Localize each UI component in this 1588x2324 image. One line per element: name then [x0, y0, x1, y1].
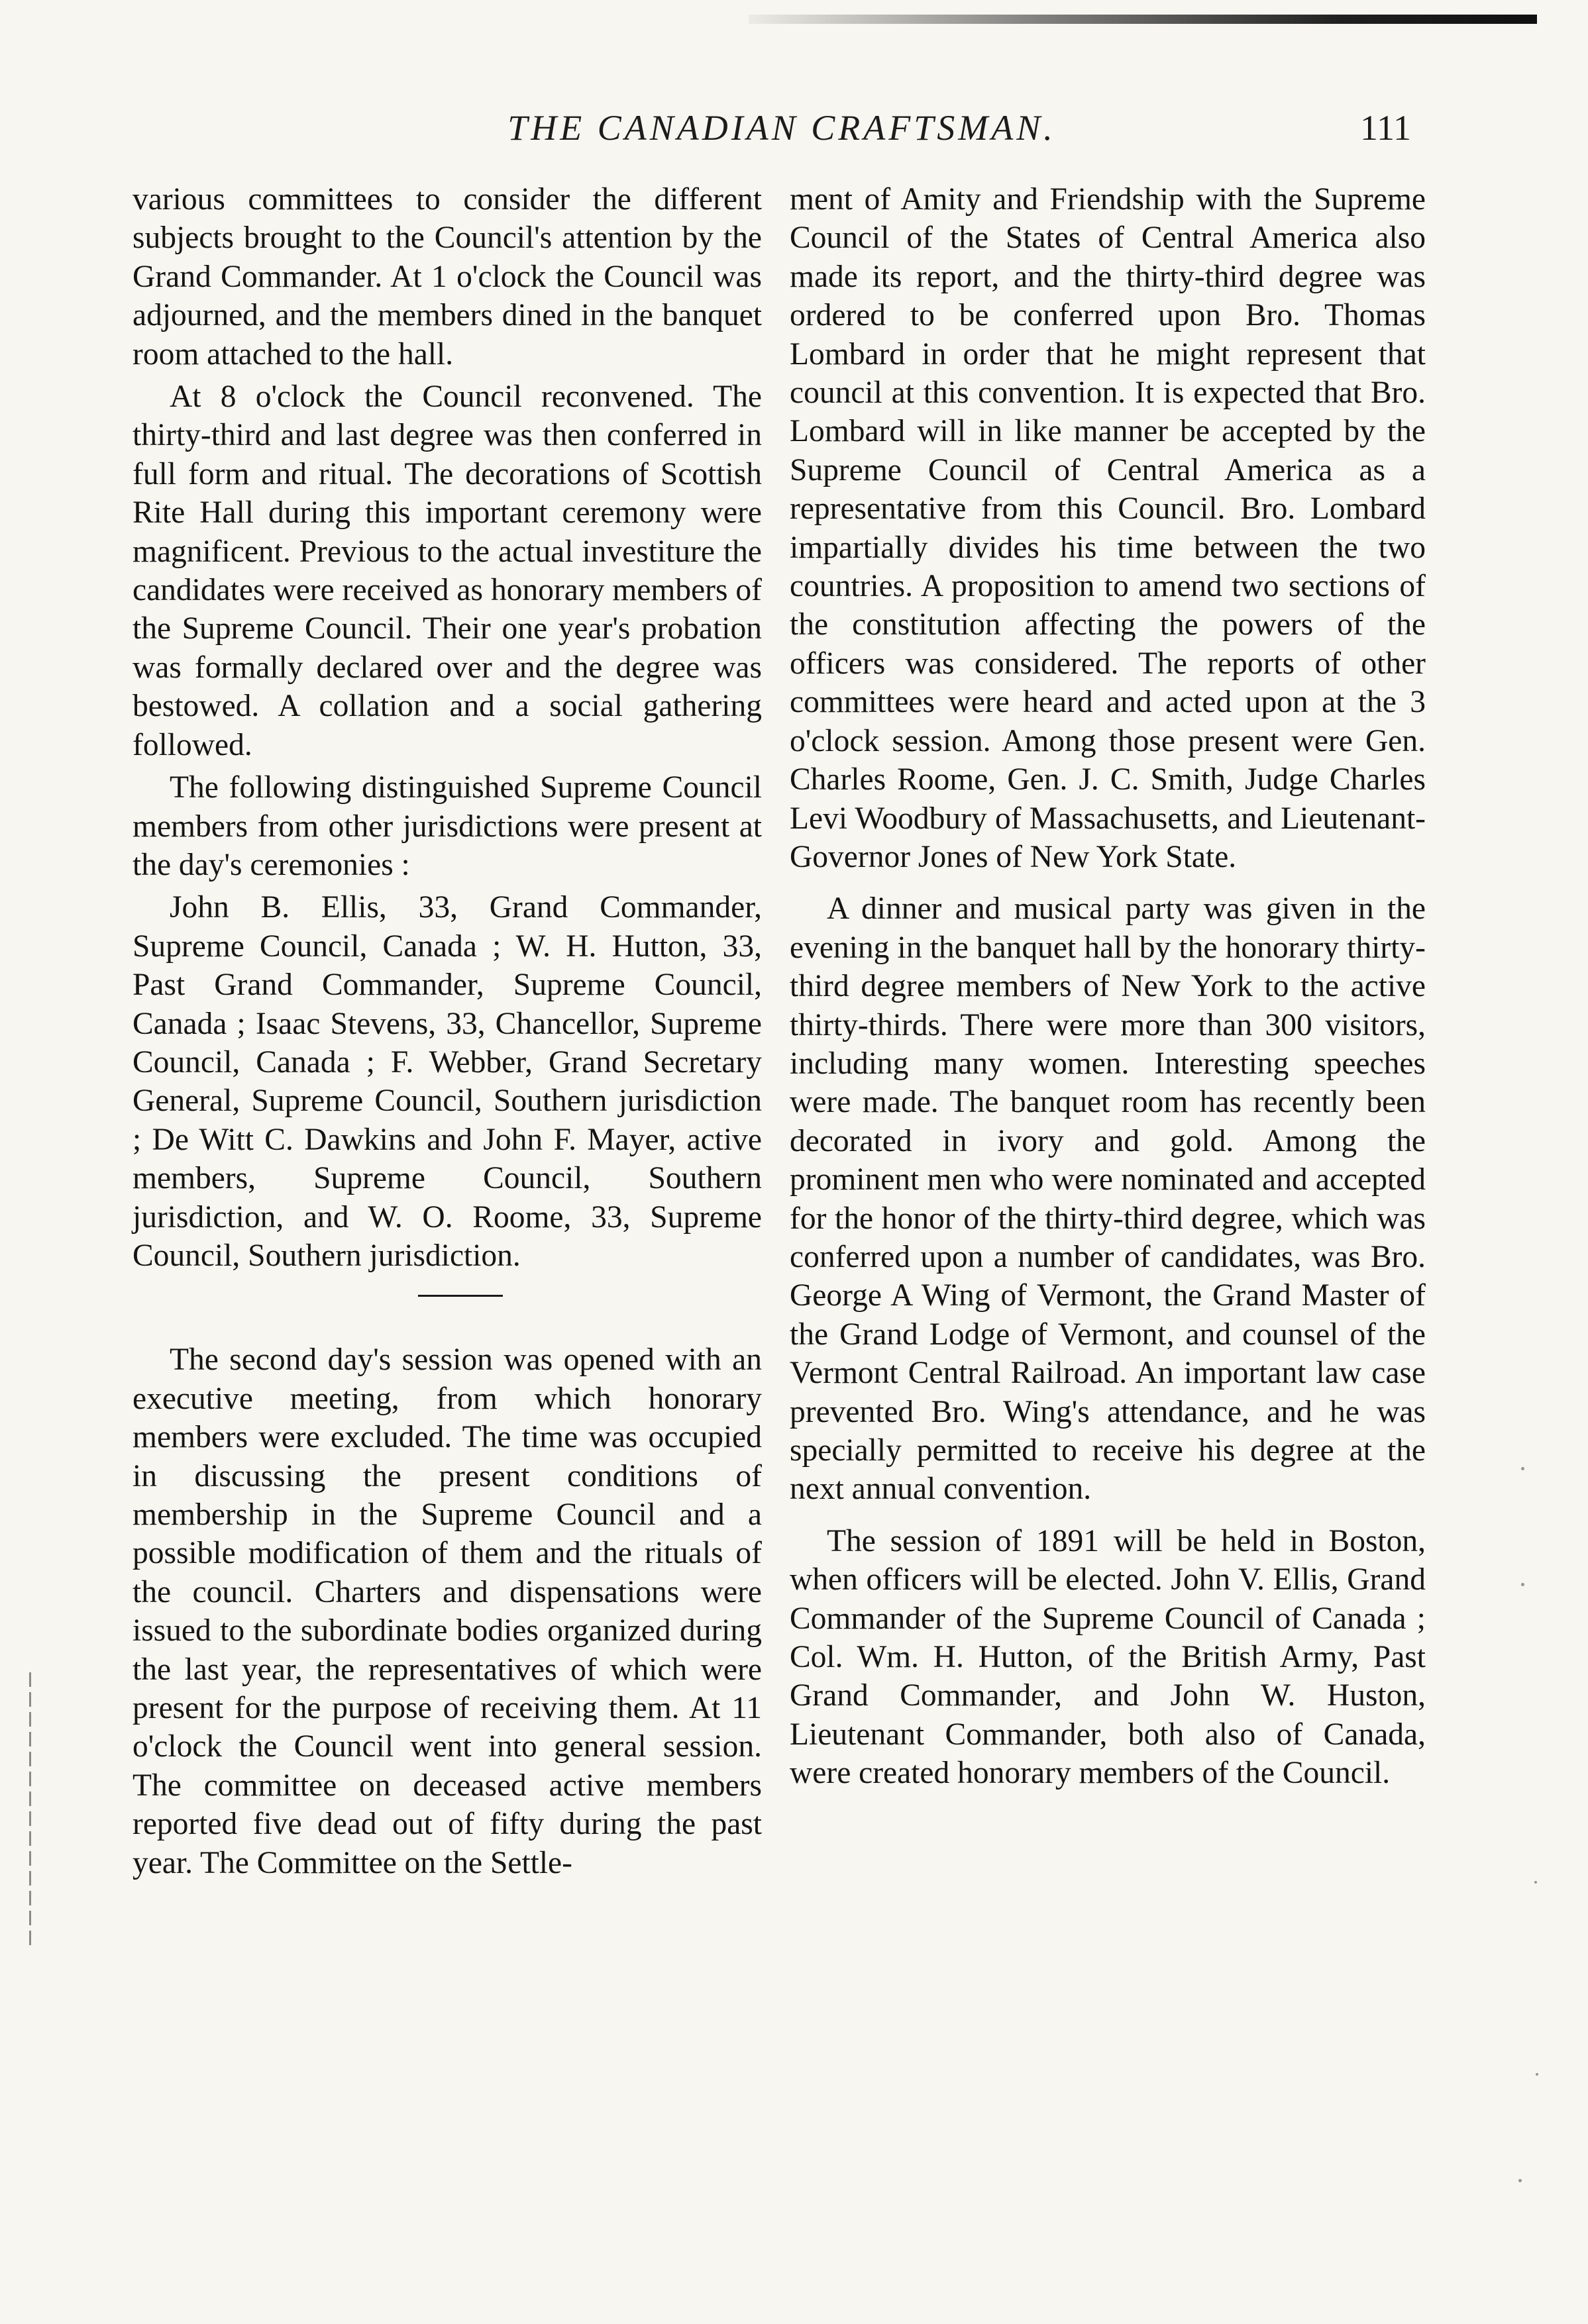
margin-scan-mark: [29, 1672, 31, 1950]
paragraph: ment of Amity and Friendship with the Supreme Council of the States of Central America also made its report, and the thirty-third degree was ordered to be conferred upon Bro. Thomas Lombard in order that he might represent that council at this convention. It is expected that Bro. Lombard will in like manner be accepted by the Supreme Council of Central America as a representative from this Council. Bro. Lombard impartially divides his time between the two countries. A proposition to amend two sections of the constitution affecting the powers of the officers was considered. The reports of other committees were heard and acted upon at the 3 o'clock session. Among those present were Gen. Charles Roome, Gen. J. C. Smith, Judge Charles Levi Woodbury of Massachusetts, and Lieutenant-Governor Jones of New York State.: [790, 182, 1426, 874]
scan-speck: [1536, 2073, 1538, 2076]
scan-speck: [1521, 1467, 1524, 1470]
paragraph: The following distinguished Supreme Council members from other jurisdictions were present at the day's ceremonies :: [132, 770, 762, 882]
page-number: 111: [1360, 108, 1411, 148]
scan-speck: [1521, 1583, 1524, 1586]
paragraph: John B. Ellis, 33, Grand Commander, Supreme Council, Canada ; W. H. Hutton, 33, Past Grand Commander, Supreme Council, Canada ; Isaac Stevens, 33, Chancellor, Supreme Council, Canada ; F. Webber, Grand Secretary General, Supreme Council, Southern jurisdiction ; De Witt C. Dawkins and John F. Mayer, active members, Supreme Council, Southern jurisdiction, and W. O. Roome, 33, Supreme Council, Southern jurisdiction.: [132, 890, 762, 1273]
paragraph: A dinner and musical party was given in the evening in the banquet hall by the honorary thirty-third degree members of New York to the active thirty-thirds. There were more than 300 visitors, including many women. Interesting speeches were made. The banquet room has recently been decorated in ivory and gold. Among the prominent men who were nominated and accepted for the honor of the thirty-third degree, which was conferred upon a number of candidates, was Bro. George A Wing of Vermont, the Grand Master of the Grand Lodge of Vermont, and counsel of the Vermont Central Railroad. An important law case prevented Bro. Wing's attendance, and he was specially permitted to receive his degree at the next annual convention.: [790, 891, 1426, 1507]
scan-speck: [1534, 1881, 1537, 1884]
paragraph: The second day's session was opened with an executive meeting, from which honorary members were excluded. The time was occupied in discussing the present conditions of membership in the Supreme Council and a possible modification of them and the rituals of the council. Charters and dispensations were issued to the subordinate bodies organized during the last year, the representatives of which were present for the purpose of receiving them. At 11 o'clock the Council went into general session. The committee on deceased active members reported five dead out of fifty during the past year. The Committee on the Settle-: [132, 1342, 762, 1880]
section-separator: [418, 1295, 503, 1297]
paragraph: At 8 o'clock the Council reconvened. The thirty-third and last degree was then conferred in full form and ritual. The decorations of Scottish Rite Hall during this important ceremony were magnificent. Previous to the actual investiture the candidates were received as honorary members of the Supreme Council. Their one year's probation was formally declared over and the degree was bestowed. A collation and a social gathering followed.: [132, 379, 762, 762]
scan-speck: [1518, 2179, 1522, 2182]
top-border-rule: [749, 15, 1537, 24]
journal-title: THE CANADIAN CRAFTSMAN.: [507, 108, 1056, 148]
paragraph: The session of 1891 will be held in Boston, when officers will be elected. John V. Ellis, Grand Commander of the Supreme Council of Canada ; Col. Wm. H. Hutton, of the British Army, Past Grand Commander, and John W. Huston, Lieutenant Commander, both also of Canada, were created honorary members of the Council.: [790, 1523, 1426, 1791]
right-column: [790, 180, 1426, 1793]
running-header: [132, 105, 1431, 151]
left-column: [132, 180, 762, 1882]
paragraph: various committees to consider the different subjects brought to the Council's attention by the Grand Commander. At 1 o'clock the Council was adjourned, and the members dined in the banquet room attached to the hall.: [132, 182, 762, 372]
